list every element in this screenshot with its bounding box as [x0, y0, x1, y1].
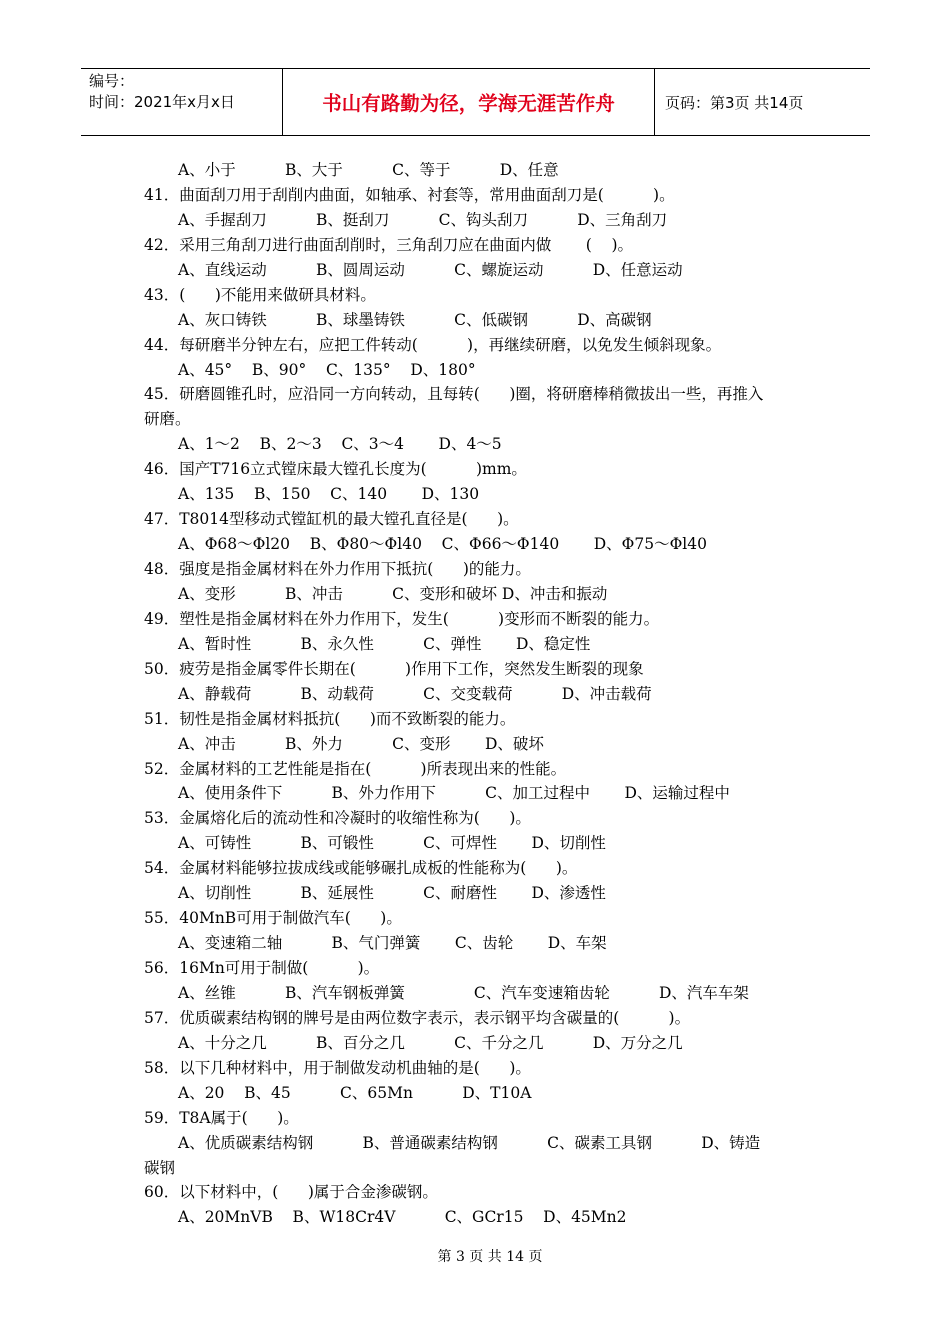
answer-options-line: A、1～2 B、2～3 C、3～4 D、4～5 [178, 435, 502, 454]
question-line: 57．优质碳素结构钢的牌号是由两位数字表示，表示钢平均含碳量的( )。 [144, 1008, 691, 1027]
answer-options-line: A、135 B、150 C、140 D、130 [178, 485, 480, 504]
question-line: 60．以下材料中，( )属于合金渗碳钢。 [144, 1183, 438, 1202]
page-header [81, 68, 870, 136]
answer-options-line: A、切削性 B、延展性 C、耐磨性 D、渗透性 [178, 884, 606, 903]
answer-options-line: A、小于 B、大于 C、等于 D、任意 [178, 161, 559, 179]
header-meta [81, 69, 283, 135]
answer-options-line: A、暂时性 B、永久性 C、弹性 D、稳定性 [178, 634, 591, 653]
answer-options-line: A、可铸性 B、可锻性 C、可焊性 D、切削性 [178, 834, 606, 853]
header-motto: 书山有路勤为径，学海无涯苦作舟 [283, 69, 655, 135]
question-line: 44．每研磨半分钟左右，应把工件转动( )，再继续研磨，以免发生倾斜现象。 [144, 335, 722, 354]
number-label: 编号： [89, 72, 135, 90]
question-line: 48．强度是指金属材料在外力作用下抵抗( )的能力。 [144, 560, 531, 578]
question-line: 碳钢 [144, 1158, 176, 1177]
question-line: 47．T8014型移动式镗缸机的最大镗孔直径是( )。 [144, 510, 519, 529]
question-line: 59．T8A属于( )。 [144, 1108, 299, 1127]
question-line: 55．40MnB可用于制做汽车( )。 [144, 909, 402, 928]
answer-options-line: A、手握刮刀 B、挺刮刀 C、钩头刮刀 D、三角刮刀 [178, 210, 668, 229]
answer-options-line: A、45° B、90° C、135° D、180° [178, 360, 476, 379]
question-line: 49．塑性是指金属材料在外力作用下，发生( )变形而不断裂的能力。 [144, 609, 660, 628]
answer-options-line: A、20 B、45 C、65Mn D、T10A [178, 1083, 532, 1102]
question-line: 54．金属材料能够拉拔成线或能够碾扎成板的性能称为( )。 [144, 859, 578, 878]
question-line: 45．研磨圆锥孔时，应沿同一方向转动，且每转( )圈，将研磨棒稍微拔出一些，再推入 [144, 385, 764, 404]
answer-options-line: A、变形 B、冲击 C、变形和破坏 D、冲击和振动 [178, 584, 608, 603]
question-line: 58．以下几种材料中，用于制做发动机曲轴的是( )。 [144, 1058, 531, 1077]
question-line: 51．韧性是指金属材料抵抗( )而不致断裂的能力。 [144, 709, 516, 728]
question-line: 42．采用三角刮刀进行曲面刮削时，三角刮刀应在曲面内做 ( )。 [144, 235, 634, 254]
question-line: 52．金属材料的工艺性能是指在( )所表现出来的性能。 [144, 759, 567, 778]
question-line: 研磨。 [144, 410, 191, 429]
answer-options-line: A、冲击 B、外力 C、变形 D、破坏 [178, 734, 544, 753]
question-line: 53．金属熔化后的流动性和冷凝时的收缩性称为( )。 [144, 809, 531, 828]
answer-options-line: A、灰口铸铁 B、球墨铸铁 C、低碳钢 D、高碳钢 [178, 310, 652, 329]
answer-options-line: A、变速箱二轴 B、气门弹簧 C、齿轮 D、车架 [178, 934, 607, 953]
time-label: 时间：2021年x月x日 [89, 93, 235, 111]
answer-options-line: A、直线运动 B、圆周运动 C、螺旋运动 D、任意运动 [178, 260, 683, 279]
header-page-info: 页码：第3页 共14页 [665, 93, 804, 112]
question-line: 46．国产T716立式镗床最大镗孔长度为( )mm。 [144, 460, 527, 479]
answer-options-line: A、使用条件下 B、外力作用下 C、加工过程中 D、运输过程中 [178, 784, 730, 803]
answer-options-line: A、Φ68～Φl20 B、Φ80～Φl40 C、Φ66～Φ140 D、Φ75～Φl40 [178, 535, 707, 554]
answer-options-line: A、十分之几 B、百分之几 C、千分之几 D、万分之几 [178, 1033, 683, 1052]
question-line: 50．疲劳是指金属零件长期在( )作用下工作，突然发生断裂的现象 [144, 659, 644, 678]
answer-options-line: A、20MnVB B、W18Cr4V C、GCr15 D、45Mn2 [178, 1208, 627, 1227]
page-footer: 第 3 页 共 14 页 [437, 1249, 543, 1265]
question-line: 41．曲面刮刀用于刮削内曲面，如轴承、衬套等，常用曲面刮刀是( )。 [144, 185, 675, 204]
question-line: 56．16Mn可用于制做( )。 [144, 959, 380, 977]
question-list [144, 158, 824, 1230]
answer-options-line: A、静载荷 B、动载荷 C、交变载荷 D、冲击载荷 [178, 684, 652, 703]
answer-options-line: A、丝锥 B、汽车钢板弹簧 C、汽车变速箱齿轮 D、汽车车架 [178, 983, 749, 1002]
question-line: 43．( )不能用来做研具材料。 [144, 285, 376, 304]
answer-options-line: A、优质碳素结构钢 B、普通碳素结构钢 C、碳素工具钢 D、铸造 [178, 1133, 761, 1152]
